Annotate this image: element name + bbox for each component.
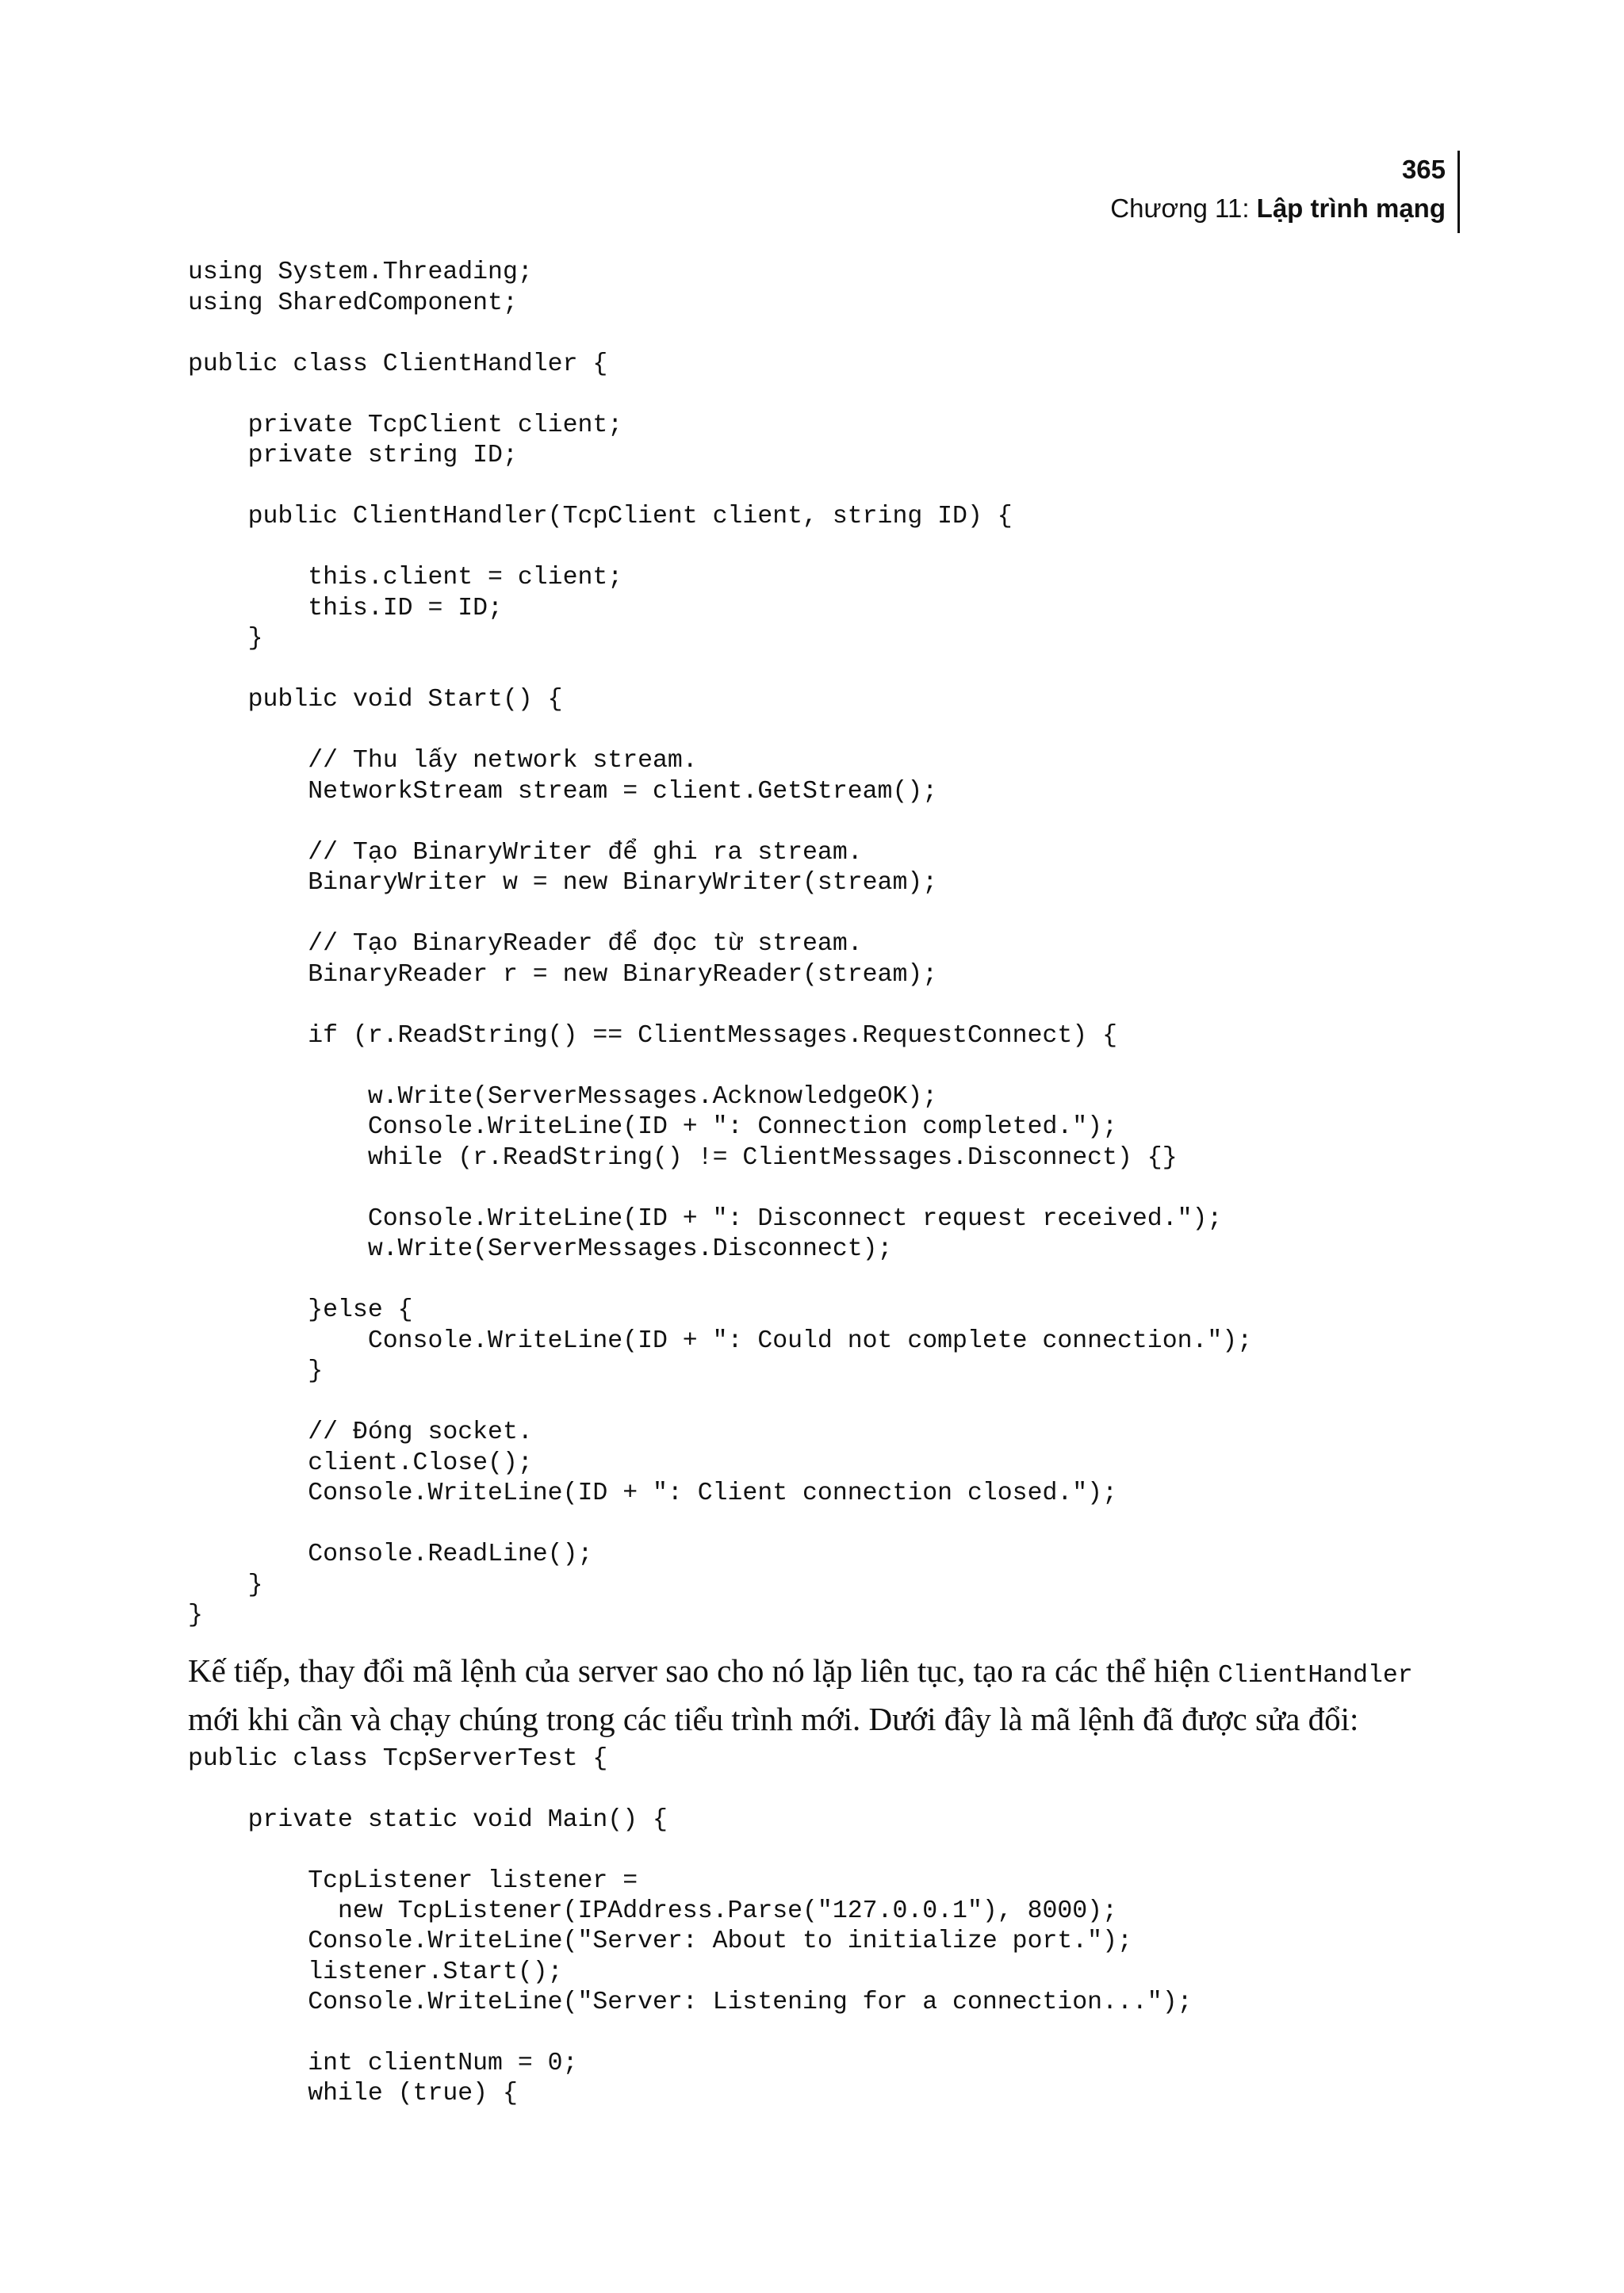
code-line: } [188, 1571, 263, 1599]
code-line [188, 319, 1252, 350]
code-line: Console.WriteLine(ID + ": Disconnect request received."); [188, 1204, 1223, 1233]
code-line: w.Write(ServerMessages.AcknowledgeOK); [188, 1082, 938, 1111]
code-line: public class ClientHandler { [188, 350, 608, 378]
code-line: using SharedComponent; [188, 289, 518, 317]
code-line [188, 1173, 1252, 1204]
code-line: // Thu lấy network stream. [188, 747, 698, 775]
code-line: if (r.ReadString() == ClientMessages.RequestConnect) { [188, 1021, 1117, 1050]
paragraph-text-after: mới khi cần và chạy chúng trong các tiểu trình mới. Dưới đây là mã lệnh đã được sửa đổi: [188, 1701, 1359, 1737]
chapter-label: Chương 11: [1110, 193, 1257, 223]
code-line: this.ID = ID; [188, 594, 503, 622]
code-line [188, 716, 1252, 747]
body-paragraph [188, 1649, 1457, 1740]
code-line [188, 380, 1252, 411]
chapter-heading [1110, 189, 1446, 228]
code-line: client.Close(); [188, 1449, 533, 1477]
code-line: BinaryWriter w = new BinaryWriter(stream); [188, 869, 938, 897]
code-line: } [188, 1357, 324, 1385]
code-line: Console.WriteLine(ID + ": Could not complete connection."); [188, 1326, 1253, 1355]
code-line: new TcpListener(IPAddress.Parse("127.0.0.1"), 8000); [188, 1897, 1117, 1925]
code-line: private string ID; [188, 442, 518, 469]
code-line: int clientNum = 0; [188, 2049, 578, 2077]
code-line: public void Start() { [188, 686, 563, 714]
code-line: Console.WriteLine("Server: Listening for a connection..."); [188, 1989, 1193, 2017]
code-line: listener.Start(); [188, 1958, 563, 1986]
code-line: this.client = client; [188, 564, 623, 591]
inline-code-clienthandler: ClientHandler [1217, 1662, 1413, 1690]
code-line [188, 2019, 1193, 2049]
code-block-tcp-server-test [188, 1744, 1193, 2110]
code-line: BinaryReader r = new BinaryReader(stream); [188, 960, 938, 989]
code-block-client-handler [188, 258, 1252, 1632]
code-line [188, 1510, 1252, 1541]
code-line: Console.WriteLine("Server: About to initialize port."); [188, 1927, 1132, 1956]
code-line: NetworkStream stream = client.GetStream(); [188, 777, 938, 806]
code-line: while (r.ReadString() != ClientMessages.Disconnect) {} [188, 1143, 1178, 1172]
code-line: // Tạo BinaryWriter để ghi ra stream. [188, 838, 863, 867]
code-line: public class TcpServerTest { [188, 1745, 608, 1773]
header-vertical-rule [1457, 151, 1460, 233]
code-line: } [188, 625, 263, 653]
code-line [188, 655, 1252, 686]
page-number: 365 [1401, 155, 1446, 184]
code-line: // Đóng socket. [188, 1418, 533, 1446]
code-line: private static void Main() { [188, 1805, 668, 1834]
code-line: } [188, 1602, 203, 1629]
code-line: w.Write(ServerMessages.Disconnect); [188, 1235, 893, 1263]
code-line [188, 899, 1252, 930]
chapter-title: Lập trình mạng [1256, 193, 1446, 223]
code-line: private TcpClient client; [188, 411, 623, 439]
code-line [188, 990, 1252, 1021]
page-header [1110, 151, 1446, 228]
code-line: Console.WriteLine(ID + ": Client connection closed."); [188, 1480, 1117, 1507]
code-line: using System.Threading; [188, 258, 533, 286]
code-line: Console.WriteLine(ID + ": Connection completed."); [188, 1113, 1117, 1141]
code-line [188, 1388, 1252, 1418]
code-line: // Tạo BinaryReader để đọc từ stream. [188, 930, 863, 958]
code-line: TcpListener listener = [188, 1866, 638, 1895]
code-line [188, 1774, 1193, 1805]
code-line [188, 807, 1252, 838]
code-line [188, 533, 1252, 564]
paragraph-text-before: Kế tiếp, thay đổi mã lệnh của server sao cho nó lặp liên tục, tạo ra các thể hiện [188, 1652, 1218, 1689]
code-line: Console.ReadLine(); [188, 1541, 593, 1568]
code-line: while (true) { [188, 2080, 518, 2108]
code-line: }else { [188, 1296, 413, 1324]
code-line [188, 1265, 1252, 1296]
code-line: public ClientHandler(TcpClient client, string ID) { [188, 503, 1013, 530]
code-line [188, 1051, 1252, 1082]
code-line [188, 472, 1252, 503]
code-line [188, 1836, 1193, 1866]
